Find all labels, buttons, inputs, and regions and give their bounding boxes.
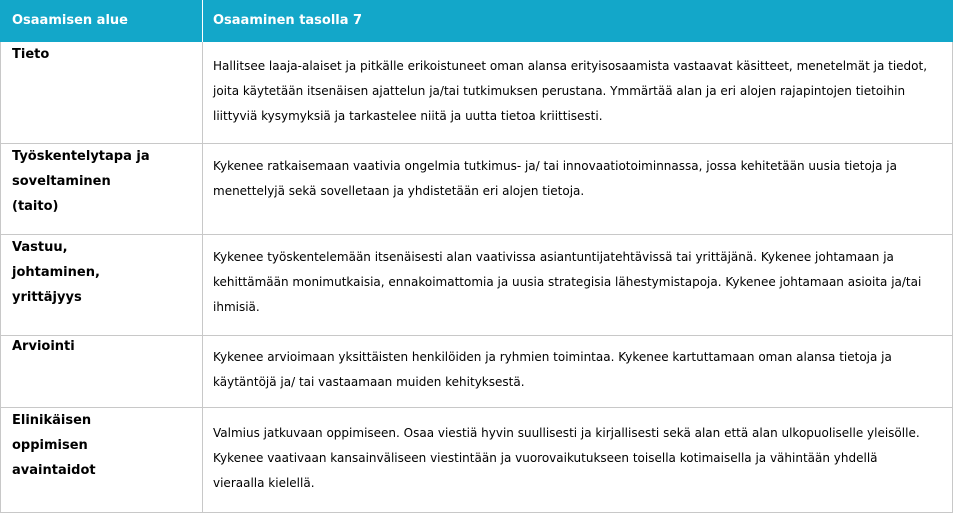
header-competence-area: Osaamisen alue [12,13,128,28]
table-row [0,144,953,235]
row-text-line: Kykenee vaativaan kansainväliseen viestintään ja vuorovaikutukseen toisella kotimaisella ja vähintään yhdellä [213,451,878,465]
row-label-line: johtaminen, [12,265,100,280]
row-label-line: avaintaidot [12,463,96,478]
row-text-line: Hallitsee laaja-alaiset ja pitkälle erikoistuneet oman alansa erityisosaamista vastaavat käsitteet, menetelmät ja tiedot, [213,59,928,73]
row-description [213,54,945,129]
row-text-line: menettelyjä sekä sovelletaan ja yhdistetään eri alojen tietoja. [213,184,585,198]
row-label-line: (taito) [12,199,59,214]
row-description [213,421,945,496]
table-row [0,235,953,336]
row-label-line: soveltaminen [12,174,111,189]
header-divider [202,0,203,42]
table-header [0,0,953,42]
row-label-line: yrittäjyys [12,290,82,305]
row-description [213,154,945,204]
row-text-line: ihmisiä. [213,300,260,314]
row-label [12,42,192,67]
row-label-line: Tieto [12,47,50,62]
row-text-line: käytäntöjä ja/ tai vastaamaan muiden kehityksestä. [213,375,525,389]
row-description [213,245,945,320]
row-text-line: Kykenee ratkaisemaan vaativia ongelmia tutkimus- ja/ tai innovaatiotoiminnassa, jossa kehitetään uusia tietoja ja [213,159,897,173]
row-text-line: joita käytetään itsenäisen ajattelun ja/tai tutkimuksen perustana. Ymmärtää alan ja eri alojen rajapintojen tietoihin [213,84,906,98]
row-label [12,235,192,310]
row-label-line: Vastuu, [12,240,68,255]
row-text-line: Kykenee arvioimaan yksittäisten henkilöiden ja ryhmien toimintaa. Kykenee kartuttamaan oman alansa tietoja ja [213,350,892,364]
row-text-line: Valmius jatkuvaan oppimiseen. Osaa viestiä hyvin suullisesti ja kirjallisesti sekä alan että alan ulkopuoliselle yleisölle. [213,426,920,440]
row-label-line: Elinikäisen [12,413,92,428]
row-label-line: oppimisen [12,438,88,453]
table-row [0,408,953,513]
row-label [12,144,192,219]
table-row [0,42,953,144]
row-label-line: Työskentelytapa ja [12,149,150,164]
row-label-line: Arviointi [12,339,75,354]
row-text-line: liittyviä kysymyksiä ja tarkastelee niitä ja uutta tietoa kriittisesti. [213,109,603,123]
row-label [12,334,192,359]
table-row [0,336,953,408]
row-text-line: Kykenee työskentelemään itsenäisesti alan vaativissa asiantuntijatehtävissä tai yrittäjänä. Kykenee johtamaan ja [213,250,894,264]
row-text-line: kehittämään monimutkaisia, ennakoimattomia ja uusia strategisia lähestymistapoja. Kykenee johtamaan asioita ja/tai [213,275,922,289]
row-text-line: vieraalla kielellä. [213,476,315,490]
row-description [213,345,945,395]
header-competence-level: Osaaminen tasolla 7 [213,13,363,28]
row-label [12,408,192,483]
